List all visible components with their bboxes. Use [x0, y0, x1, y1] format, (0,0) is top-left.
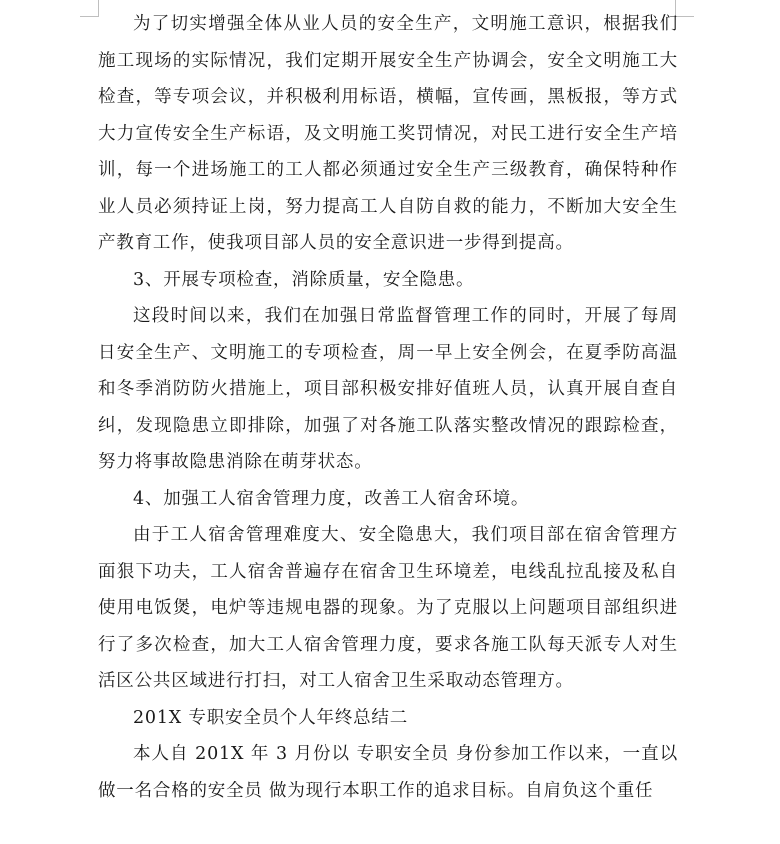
paragraph-special-inspection: 这段时间以来，我们在加强日常监督管理工作的同时，开展了每周日安全生产、文明施工的专项检查，周一早上安全例会，在夏季防高温和冬季消防防火措施上，项目部积极安排好值班人员，认真开展自查自纠，发现隐患立即排除，加强了对各施工队落实整改情况的跟踪检查，努力将事故隐患消除在萌芽状态。 — [98, 306, 678, 472]
paragraph-dormitory-management: 由于工人宿舍管理难度大、安全隐患大，我们项目部在宿舍管理方面狠下功夫，工人宿舍普遍存在宿舍卫生环境差，电线乱拉乱接及私自使用电饭煲，电炉等违规电器的现象。为了克服以上问题项目部组织进行了多次检查，加大工人宿舍管理力度，要求各施工队每天派专人对生活区公共区域进行打扫，对工人宿舍卫生采取动态管理方。 — [98, 525, 678, 691]
document-body[interactable] — [98, 6, 678, 809]
margin-corner-mark-top-left — [80, 0, 99, 17]
section-heading-special-inspection: 3、开展专项检查，消除质量，安全隐患。 — [133, 269, 475, 290]
paragraph-annual-summary-intro: 本人自 201X 年 3 月份以 专职安全员 身份参加工作以来，一直以做一名合格的安全员 做为现行本职工作的追求目标。自肩负这个重任 — [98, 744, 678, 801]
section-heading-annual-summary-two: 201X 专职安全员个人年终总结二 — [133, 707, 409, 728]
paragraph-safety-education: 为了切实增强全体从业人员的安全生产，文明施工意识，根据我们施工现场的实际情况，我们定期开展安全生产协调会，安全文明施工大检查，等专项会议，并积极利用标语，横幅，宣传画，黑板报，等方式大力宣传安全生产标语，及文明施工奖罚情况，对民工进行安全生产培训，每一个进场施工的工人都必须通过安全生产三级教育，确保特种作业人员必须持证上岗，努力提高工人自防自救的能力，不断加大安全生产教育工作，使我项目部人员的安全意识进一步得到提高。 — [98, 14, 678, 253]
section-heading-dormitory-management: 4、加强工人宿舍管理力度，改善工人宿舍环境。 — [133, 488, 530, 509]
